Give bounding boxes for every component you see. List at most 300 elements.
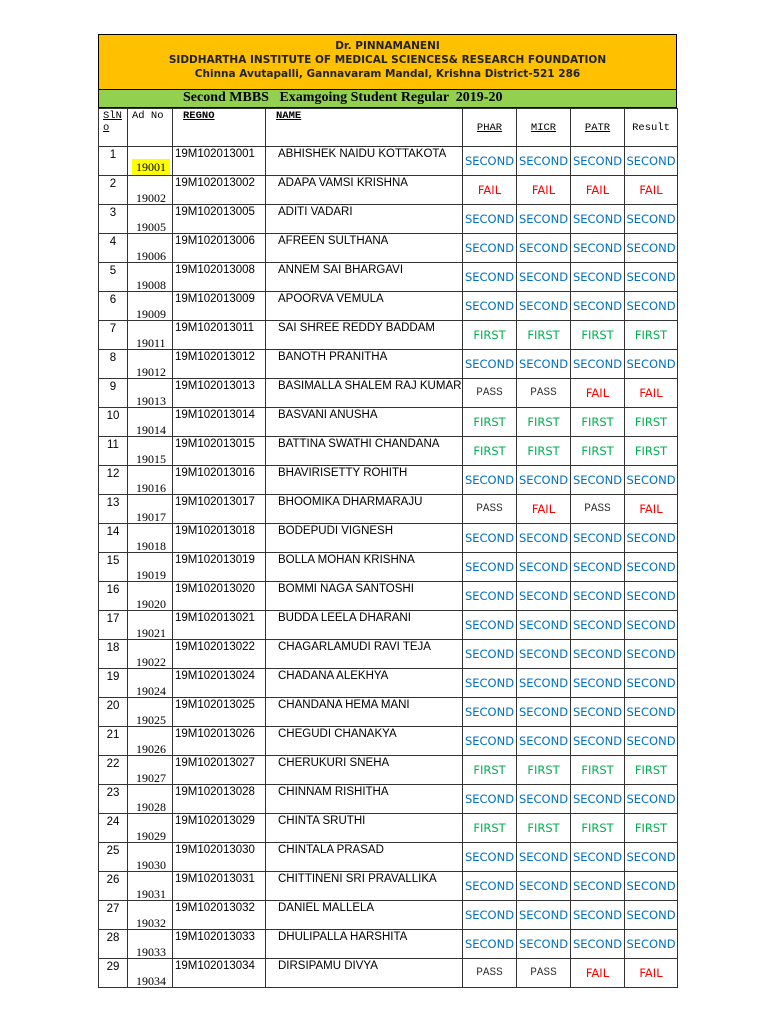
regno-cell: [173, 727, 266, 756]
sl-no-cell: [99, 205, 128, 234]
micr-cell: FIRST: [517, 437, 571, 466]
name-cell-text: BATTINA SWATHI CHANDANA: [278, 438, 440, 450]
regno-cell: [173, 292, 266, 321]
regno-cell-text: 19M102013031: [175, 873, 255, 885]
patr-cell: FAIL: [571, 176, 625, 205]
result-cell: FIRST: [625, 814, 678, 843]
micr-cell: PASS: [517, 379, 571, 408]
table-row: [99, 176, 678, 205]
ad-no-cell-text: 19014: [136, 423, 166, 437]
result-cell: SECOND: [625, 843, 678, 872]
phar-cell: SECOND: [463, 843, 517, 872]
phar-cell: FIRST: [463, 437, 517, 466]
regno-cell-text: 19M102013026: [175, 728, 255, 740]
patr-cell: SECOND: [571, 611, 625, 640]
sl-no-cell-text: 27: [106, 903, 120, 915]
sl-no-cell: [99, 640, 128, 669]
name-cell: [266, 176, 463, 205]
name-cell-text: BHAVIRISETTY ROHITH: [278, 467, 408, 479]
sl-no-cell-text: 6: [109, 294, 117, 306]
patr-cell: FAIL: [571, 959, 625, 988]
ad-no-cell-text: 19030: [136, 858, 166, 872]
ad-no-cell-text: 19018: [136, 539, 166, 553]
sl-no-cell-text: 3: [109, 207, 117, 219]
patr-cell: SECOND: [571, 263, 625, 292]
name-cell-text: BHOOMIKA DHARMARAJU: [278, 496, 423, 508]
patr-cell: FIRST: [571, 408, 625, 437]
table-row: [99, 205, 678, 234]
table-row: [99, 698, 678, 727]
header-line-1: Dr. PINNAMANENI: [335, 40, 440, 52]
ad-no-cell-text: 19008: [136, 278, 166, 292]
name-cell: [266, 901, 463, 930]
name-cell-text: CHINTA SRUTHI: [278, 815, 366, 827]
patr-cell: FIRST: [571, 437, 625, 466]
ad-no-cell: [128, 524, 173, 553]
table-row: [99, 292, 678, 321]
name-cell-text: BOMMI NAGA SANTOSHI: [278, 583, 414, 595]
table-row: [99, 843, 678, 872]
ad-no-cell-text: 19016: [136, 481, 166, 495]
ad-no-cell-text: 19015: [136, 452, 166, 466]
regno-cell-text: 19M102013032: [175, 902, 255, 914]
ad-no-cell-text: 19029: [136, 829, 166, 843]
result-cell: SECOND: [625, 930, 678, 959]
result-cell: SECOND: [625, 901, 678, 930]
regno-cell: [173, 843, 266, 872]
sl-no-cell: [99, 959, 128, 988]
sl-no-cell: [99, 843, 128, 872]
micr-cell: SECOND: [517, 234, 571, 263]
results-table: [98, 108, 678, 988]
name-cell-text: ADAPA VAMSI KRISHNA: [278, 177, 408, 189]
name-cell: [266, 524, 463, 553]
result-cell: FIRST: [625, 321, 678, 350]
patr-cell: FIRST: [571, 756, 625, 785]
table-row: [99, 408, 678, 437]
sl-no-cell-text: 19: [106, 671, 120, 683]
regno-cell: [173, 263, 266, 292]
ad-no-cell-text: 19024: [136, 684, 166, 698]
regno-cell-text: 19M102013001: [175, 148, 255, 160]
sl-no-cell: [99, 408, 128, 437]
micr-cell: SECOND: [517, 263, 571, 292]
ad-no-cell: [128, 553, 173, 582]
ad-no-cell-text: 19022: [136, 655, 166, 669]
phar-cell: SECOND: [463, 234, 517, 263]
regno-cell: [173, 524, 266, 553]
result-cell: FAIL: [625, 495, 678, 524]
phar-cell: SECOND: [463, 205, 517, 234]
regno-cell-text: 19M102013029: [175, 815, 255, 827]
name-cell-text: CHERUKURI SNEHA: [278, 757, 390, 769]
ad-no-cell: [128, 930, 173, 959]
regno-cell: [173, 379, 266, 408]
name-cell-text: BASIMALLA SHALEM RAJ KUMAR: [278, 380, 462, 392]
micr-cell: SECOND: [517, 350, 571, 379]
name-cell-text: BODEPUDI VIGNESH: [278, 525, 394, 537]
sl-no-cell-text: 4: [109, 236, 117, 248]
sl-no-cell-text: 5: [109, 265, 117, 277]
micr-cell: SECOND: [517, 901, 571, 930]
result-cell: FAIL: [625, 176, 678, 205]
phar-cell: SECOND: [463, 466, 517, 495]
sl-no-cell: [99, 698, 128, 727]
micr-cell: SECOND: [517, 872, 571, 901]
sl-no-cell: [99, 901, 128, 930]
patr-cell: SECOND: [571, 930, 625, 959]
micr-cell: SECOND: [517, 524, 571, 553]
ad-no-cell: [128, 901, 173, 930]
patr-cell: SECOND: [571, 147, 625, 176]
header-line-2: SIDDHARTHA INSTITUTE OF MEDICAL SCIENCES& RESEARCH FOUNDATION: [168, 54, 607, 66]
sl-no-cell: [99, 553, 128, 582]
col-header-slno: SlNo: [99, 109, 128, 147]
name-cell-text: SAI SHREE REDDY BADDAM: [278, 322, 435, 334]
ad-no-cell: [128, 495, 173, 524]
regno-cell-text: 19M102013027: [175, 757, 255, 769]
col-header-phar: PHAR: [463, 109, 517, 147]
name-cell-text: CHAGARLAMUDI RAVI TEJA: [278, 641, 431, 653]
name-cell-text: DIRSIPAMU DIVYA: [278, 960, 378, 972]
ad-no-cell-text: 19001: [132, 159, 170, 175]
phar-cell: SECOND: [463, 669, 517, 698]
sl-no-cell: [99, 930, 128, 959]
patr-cell: SECOND: [571, 234, 625, 263]
sl-no-cell: [99, 669, 128, 698]
ad-no-cell: [128, 437, 173, 466]
name-cell: [266, 611, 463, 640]
result-cell: SECOND: [625, 350, 678, 379]
micr-cell: SECOND: [517, 582, 571, 611]
sl-no-cell-text: 25: [106, 845, 120, 857]
regno-cell: [173, 582, 266, 611]
table-header-row: [99, 109, 678, 147]
sl-no-cell: [99, 147, 128, 176]
result-cell: SECOND: [625, 147, 678, 176]
sl-no-cell: [99, 785, 128, 814]
phar-cell: SECOND: [463, 524, 517, 553]
ad-no-cell: [128, 582, 173, 611]
sl-no-cell: [99, 582, 128, 611]
regno-cell: [173, 466, 266, 495]
institute-header: [98, 34, 677, 90]
table-row: [99, 756, 678, 785]
micr-cell: FAIL: [517, 176, 571, 205]
sl-no-cell: [99, 727, 128, 756]
regno-cell: [173, 350, 266, 379]
sl-no-cell-text: 23: [106, 787, 120, 799]
phar-cell: PASS: [463, 495, 517, 524]
regno-cell-text: 19M102013021: [175, 612, 255, 624]
regno-cell-text: 19M102013019: [175, 554, 255, 566]
result-cell: SECOND: [625, 553, 678, 582]
sl-no-cell: [99, 611, 128, 640]
result-cell: SECOND: [625, 292, 678, 321]
micr-cell: FIRST: [517, 756, 571, 785]
regno-cell: [173, 872, 266, 901]
ad-no-cell: [128, 611, 173, 640]
regno-cell: [173, 669, 266, 698]
sl-no-cell-text: 9: [109, 381, 117, 393]
phar-cell: PASS: [463, 379, 517, 408]
micr-cell: SECOND: [517, 843, 571, 872]
sl-no-cell-text: 16: [106, 584, 120, 596]
ad-no-cell-text: 19034: [136, 974, 166, 988]
result-cell: FIRST: [625, 756, 678, 785]
micr-cell: SECOND: [517, 785, 571, 814]
ad-no-cell: [128, 698, 173, 727]
name-cell: [266, 727, 463, 756]
patr-cell: SECOND: [571, 872, 625, 901]
regno-cell-text: 19M102013020: [175, 583, 255, 595]
result-cell: SECOND: [625, 466, 678, 495]
patr-cell: SECOND: [571, 350, 625, 379]
sl-no-cell: [99, 263, 128, 292]
regno-cell: [173, 640, 266, 669]
phar-cell: SECOND: [463, 263, 517, 292]
sl-no-cell-text: 29: [106, 961, 120, 973]
sl-no-cell-text: 8: [109, 352, 117, 364]
sl-no-cell-text: 18: [106, 642, 120, 654]
name-cell: [266, 669, 463, 698]
sl-no-cell-text: 20: [106, 700, 120, 712]
sl-no-cell: [99, 379, 128, 408]
phar-cell: SECOND: [463, 292, 517, 321]
patr-cell: SECOND: [571, 466, 625, 495]
name-cell: [266, 379, 463, 408]
phar-cell: SECOND: [463, 640, 517, 669]
regno-cell-text: 19M102013006: [175, 235, 255, 247]
sl-no-cell: [99, 495, 128, 524]
ad-no-cell: [128, 814, 173, 843]
ad-no-cell: [128, 176, 173, 205]
micr-cell: SECOND: [517, 147, 571, 176]
result-cell: SECOND: [625, 872, 678, 901]
col-header-name: NAME: [266, 109, 463, 147]
micr-cell: SECOND: [517, 640, 571, 669]
sl-no-cell: [99, 524, 128, 553]
regno-cell: [173, 611, 266, 640]
table-row: [99, 437, 678, 466]
name-cell: [266, 640, 463, 669]
result-cell: SECOND: [625, 611, 678, 640]
table-row: [99, 524, 678, 553]
ad-no-cell-text: 19012: [136, 365, 166, 379]
result-cell: SECOND: [625, 205, 678, 234]
table-row: [99, 727, 678, 756]
table-row: [99, 234, 678, 263]
name-cell: [266, 582, 463, 611]
sl-no-cell-text: 21: [106, 729, 120, 741]
micr-cell: FIRST: [517, 321, 571, 350]
ad-no-cell: [128, 640, 173, 669]
name-cell-text: BASVANI ANUSHA: [278, 409, 378, 421]
result-cell: SECOND: [625, 785, 678, 814]
ad-no-cell: [128, 205, 173, 234]
table-row: [99, 669, 678, 698]
sl-no-cell: [99, 466, 128, 495]
sl-no-cell-text: 13: [106, 497, 120, 509]
sl-no-cell-text: 26: [106, 874, 120, 886]
table-row: [99, 814, 678, 843]
name-cell-text: CHINTALA PRASAD: [278, 844, 384, 856]
regno-cell: [173, 205, 266, 234]
name-cell: [266, 495, 463, 524]
result-cell: SECOND: [625, 669, 678, 698]
regno-cell-text: 19M102013018: [175, 525, 255, 537]
sl-no-cell-text: 11: [107, 439, 119, 451]
name-cell-text: AFREEN SULTHANA: [278, 235, 389, 247]
ad-no-cell-text: 19027: [136, 771, 166, 785]
phar-cell: SECOND: [463, 901, 517, 930]
sl-no-cell: [99, 321, 128, 350]
ad-no-cell-text: 19009: [136, 307, 166, 321]
regno-cell: [173, 408, 266, 437]
ad-no-cell: [128, 959, 173, 988]
patr-cell: SECOND: [571, 727, 625, 756]
phar-cell: SECOND: [463, 350, 517, 379]
micr-cell: SECOND: [517, 611, 571, 640]
col-header-adno: Ad No: [128, 109, 173, 147]
ad-no-cell: [128, 872, 173, 901]
table-row: [99, 872, 678, 901]
micr-cell: SECOND: [517, 292, 571, 321]
phar-cell: FIRST: [463, 321, 517, 350]
name-cell: [266, 205, 463, 234]
name-cell-text: BANOTH PRANITHA: [278, 351, 388, 363]
result-sheet: [98, 34, 677, 988]
name-cell-text: CHADANA ALEKHYA: [278, 670, 389, 682]
regno-cell-text: 19M102013034: [175, 960, 255, 972]
result-cell: FAIL: [625, 379, 678, 408]
sl-no-cell: [99, 292, 128, 321]
patr-cell: SECOND: [571, 553, 625, 582]
phar-cell: SECOND: [463, 611, 517, 640]
name-cell: [266, 350, 463, 379]
sl-no-cell: [99, 814, 128, 843]
regno-cell: [173, 901, 266, 930]
phar-cell: SECOND: [463, 698, 517, 727]
regno-cell-text: 19M102013005: [175, 206, 255, 218]
result-cell: SECOND: [625, 727, 678, 756]
regno-cell-text: 19M102013015: [175, 438, 255, 450]
regno-cell: [173, 756, 266, 785]
ad-no-cell: [128, 756, 173, 785]
sl-no-cell: [99, 437, 128, 466]
ad-no-cell: [128, 292, 173, 321]
regno-cell: [173, 698, 266, 727]
ad-no-cell-text: 19031: [136, 887, 166, 901]
patr-cell: FIRST: [571, 814, 625, 843]
regno-cell-text: 19M102013024: [175, 670, 255, 682]
name-cell: [266, 930, 463, 959]
name-cell-text: CHEGUDI CHANAKYA: [278, 728, 397, 740]
regno-cell-text: 19M102013009: [175, 293, 255, 305]
patr-cell: SECOND: [571, 292, 625, 321]
patr-cell: SECOND: [571, 785, 625, 814]
table-row: [99, 495, 678, 524]
phar-cell: SECOND: [463, 785, 517, 814]
header-line-3: Chinna Avutapalli, Gannavaram Mandal, Krishna District-521 286: [194, 68, 581, 80]
regno-cell-text: 19M102013012: [175, 351, 255, 363]
ad-no-cell: [128, 379, 173, 408]
regno-cell: [173, 437, 266, 466]
sl-no-cell-text: 28: [106, 932, 120, 944]
phar-cell: SECOND: [463, 553, 517, 582]
ad-no-cell-text: 19028: [136, 800, 166, 814]
table-row: [99, 582, 678, 611]
result-cell: FIRST: [625, 437, 678, 466]
regno-cell-text: 19M102013008: [175, 264, 255, 276]
table-row: [99, 466, 678, 495]
sl-no-cell-text: 1: [109, 149, 117, 161]
table-row: [99, 321, 678, 350]
sheet-title: Second MBBS Examgoing Student Regular 2019-20: [98, 90, 677, 108]
name-cell-text: DHULIPALLA HARSHITA: [278, 931, 408, 943]
sl-no-cell-text: 17: [106, 613, 120, 625]
table-row: [99, 379, 678, 408]
name-cell: [266, 466, 463, 495]
ad-no-cell: [128, 263, 173, 292]
col-header-result: Result: [625, 109, 678, 147]
name-cell: [266, 408, 463, 437]
phar-cell: FIRST: [463, 408, 517, 437]
phar-cell: SECOND: [463, 582, 517, 611]
sl-no-cell-text: 15: [106, 555, 120, 567]
name-cell: [266, 234, 463, 263]
ad-no-cell-text: 19017: [136, 510, 166, 524]
name-cell-text: ABHISHEK NAIDU KOTTAKOTA: [278, 148, 447, 160]
name-cell: [266, 321, 463, 350]
ad-no-cell-text: 19006: [136, 249, 166, 263]
regno-cell-text: 19M102013011: [175, 322, 255, 334]
sl-no-cell: [99, 350, 128, 379]
micr-cell: PASS: [517, 959, 571, 988]
patr-cell: SECOND: [571, 524, 625, 553]
regno-cell: [173, 321, 266, 350]
regno-cell-text: 19M102013025: [175, 699, 255, 711]
patr-cell: FAIL: [571, 379, 625, 408]
micr-cell: SECOND: [517, 553, 571, 582]
regno-cell-text: 19M102013030: [175, 844, 255, 856]
patr-cell: SECOND: [571, 698, 625, 727]
sl-no-cell-text: 22: [106, 758, 120, 770]
col-header-regno: REGNO: [173, 109, 266, 147]
ad-no-cell: [128, 466, 173, 495]
sl-no-cell: [99, 234, 128, 263]
result-cell: SECOND: [625, 640, 678, 669]
name-cell-text: APOORVA VEMULA: [278, 293, 384, 305]
ad-no-cell-text: 19005: [136, 220, 166, 234]
regno-cell-text: 19M102013002: [175, 177, 255, 189]
phar-cell: SECOND: [463, 147, 517, 176]
result-cell: SECOND: [625, 698, 678, 727]
ad-no-cell-text: 19026: [136, 742, 166, 756]
name-cell: [266, 263, 463, 292]
ad-no-cell-text: 19020: [136, 597, 166, 611]
ad-no-cell-text: 19033: [136, 945, 166, 959]
col-header-micr: MICR: [517, 109, 571, 147]
name-cell: [266, 147, 463, 176]
table-row: [99, 959, 678, 988]
table-row: [99, 263, 678, 292]
name-cell-text: CHINNAM RISHITHA: [278, 786, 389, 798]
ad-no-cell: [128, 785, 173, 814]
result-cell: FAIL: [625, 959, 678, 988]
ad-no-cell-text: 19011: [136, 336, 166, 350]
ad-no-cell: [128, 408, 173, 437]
